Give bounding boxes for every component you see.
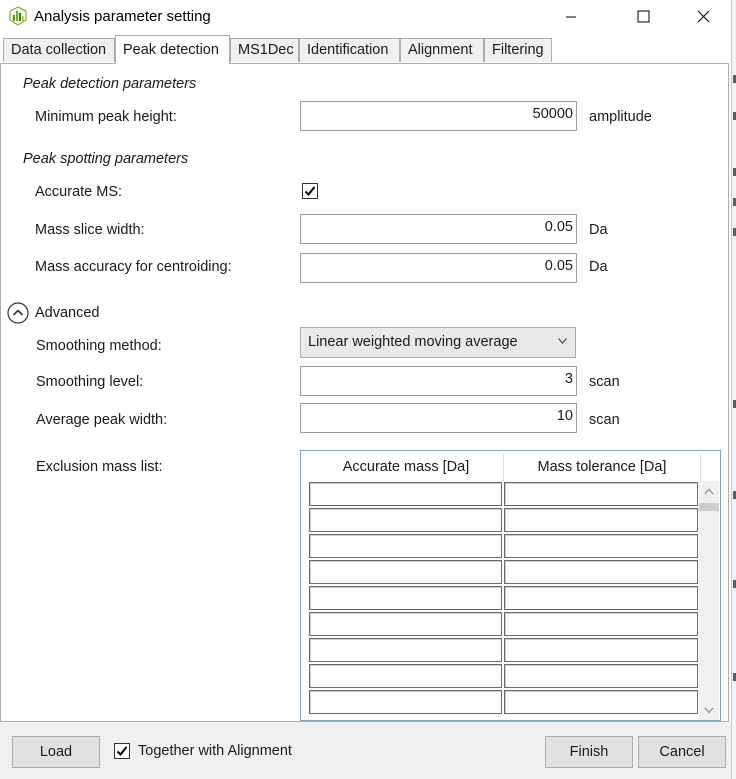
table-row bbox=[309, 533, 699, 559]
smoothing-method-label: Smoothing method: bbox=[36, 338, 162, 354]
maximize-button[interactable] bbox=[620, 0, 666, 33]
maximize-icon bbox=[637, 10, 650, 23]
mass-slice-width-input[interactable]: 0.05 bbox=[300, 214, 577, 244]
tab-peak-detection[interactable]: Peak detection bbox=[115, 35, 230, 64]
min-peak-height-unit: amplitude bbox=[589, 109, 652, 125]
mass-tolerance-cell[interactable] bbox=[504, 664, 698, 688]
checkmark-icon bbox=[116, 745, 128, 757]
accurate-mass-cell[interactable] bbox=[309, 560, 502, 584]
avg-peak-width-input[interactable]: 10 bbox=[300, 403, 577, 433]
close-icon bbox=[697, 10, 710, 23]
smoothing-method-value: Linear weighted moving average bbox=[308, 334, 518, 350]
min-peak-height-input[interactable]: 50000 bbox=[300, 101, 577, 131]
mass-tolerance-cell[interactable] bbox=[504, 560, 698, 584]
tab-ms1dec[interactable]: MS1Dec bbox=[230, 38, 299, 62]
table-row bbox=[309, 637, 699, 663]
smoothing-level-label: Smoothing level: bbox=[36, 374, 144, 390]
accurate-mass-cell[interactable] bbox=[309, 638, 502, 662]
mass-tolerance-cell[interactable] bbox=[504, 690, 698, 714]
avg-peak-width-unit: scan bbox=[589, 412, 620, 428]
advanced-label[interactable]: Advanced bbox=[35, 305, 100, 321]
table-row bbox=[309, 689, 699, 715]
load-button[interactable]: Load bbox=[12, 736, 100, 768]
avg-peak-width-label: Average peak width: bbox=[36, 412, 168, 428]
accurate-ms-checkbox[interactable] bbox=[302, 183, 318, 199]
table-row bbox=[309, 663, 699, 689]
peak-detection-section-title: Peak detection parameters bbox=[23, 76, 197, 92]
minimize-icon bbox=[565, 11, 577, 23]
cancel-button[interactable]: Cancel bbox=[638, 736, 726, 768]
tab-strip bbox=[0, 35, 731, 64]
tab-filtering[interactable]: Filtering bbox=[484, 38, 552, 62]
accurate-mass-cell[interactable] bbox=[309, 508, 502, 532]
chevron-down-icon bbox=[558, 338, 567, 344]
mass-tolerance-cell[interactable] bbox=[504, 508, 698, 532]
together-with-alignment-checkbox[interactable] bbox=[114, 743, 130, 759]
chevron-up-circle-icon bbox=[7, 302, 29, 324]
tab-data-collection[interactable]: Data collection bbox=[3, 38, 115, 62]
table-row bbox=[309, 507, 699, 533]
mass-tolerance-cell[interactable] bbox=[504, 482, 698, 506]
mass-slice-width-label: Mass slice width: bbox=[35, 222, 145, 238]
column-header-accurate-mass[interactable]: Accurate mass [Da] bbox=[309, 454, 504, 481]
table-row bbox=[309, 559, 699, 585]
finish-button[interactable]: Finish bbox=[545, 736, 633, 768]
smoothing-level-input[interactable]: 3 bbox=[300, 366, 577, 396]
smoothing-level-unit: scan bbox=[589, 374, 620, 390]
close-button[interactable] bbox=[680, 0, 726, 33]
scrollbar-thumb[interactable] bbox=[699, 503, 719, 511]
table-row bbox=[309, 611, 699, 637]
accurate-mass-cell[interactable] bbox=[309, 534, 502, 558]
checkmark-icon bbox=[304, 185, 316, 197]
exclusion-mass-grid[interactable] bbox=[300, 450, 721, 721]
exclusion-mass-list-label: Exclusion mass list: bbox=[36, 459, 163, 475]
title-bar bbox=[0, 0, 731, 34]
accurate-ms-label: Accurate MS: bbox=[35, 184, 123, 200]
min-peak-height-label: Minimum peak height: bbox=[35, 109, 177, 125]
app-logo-icon bbox=[8, 6, 28, 26]
tab-alignment[interactable]: Alignment bbox=[400, 38, 484, 62]
column-header-mass-tolerance[interactable]: Mass tolerance [Da] bbox=[504, 454, 701, 481]
tab-identification[interactable]: Identification bbox=[299, 38, 400, 62]
mass-tolerance-cell[interactable] bbox=[504, 612, 698, 636]
accurate-mass-cell[interactable] bbox=[309, 482, 502, 506]
mass-accuracy-input[interactable]: 0.05 bbox=[300, 253, 577, 283]
mass-slice-width-unit: Da bbox=[589, 222, 608, 238]
dialog-footer bbox=[0, 722, 731, 779]
mass-tolerance-cell[interactable] bbox=[504, 534, 698, 558]
scroll-up-icon[interactable] bbox=[704, 488, 714, 495]
mass-tolerance-cell[interactable] bbox=[504, 586, 698, 610]
accurate-mass-cell[interactable] bbox=[309, 612, 502, 636]
scroll-down-icon[interactable] bbox=[704, 707, 714, 714]
advanced-expander-toggle[interactable] bbox=[7, 302, 29, 324]
peak-spotting-section-title: Peak spotting parameters bbox=[23, 151, 189, 167]
mass-accuracy-label: Mass accuracy for centroiding: bbox=[35, 259, 232, 275]
window-title: Analysis parameter setting bbox=[34, 8, 211, 25]
mass-tolerance-cell[interactable] bbox=[504, 638, 698, 662]
table-row bbox=[309, 481, 699, 507]
accurate-mass-cell[interactable] bbox=[309, 664, 502, 688]
accurate-mass-cell[interactable] bbox=[309, 586, 502, 610]
smoothing-method-select[interactable] bbox=[300, 327, 576, 358]
background-window-edge bbox=[731, 0, 736, 779]
together-with-alignment-label[interactable]: Together with Alignment bbox=[138, 743, 292, 759]
mass-accuracy-unit: Da bbox=[589, 259, 608, 275]
exclusion-grid-scrollbar[interactable] bbox=[699, 481, 719, 720]
minimize-button[interactable] bbox=[548, 0, 594, 33]
table-row bbox=[309, 585, 699, 611]
accurate-mass-cell[interactable] bbox=[309, 690, 502, 714]
